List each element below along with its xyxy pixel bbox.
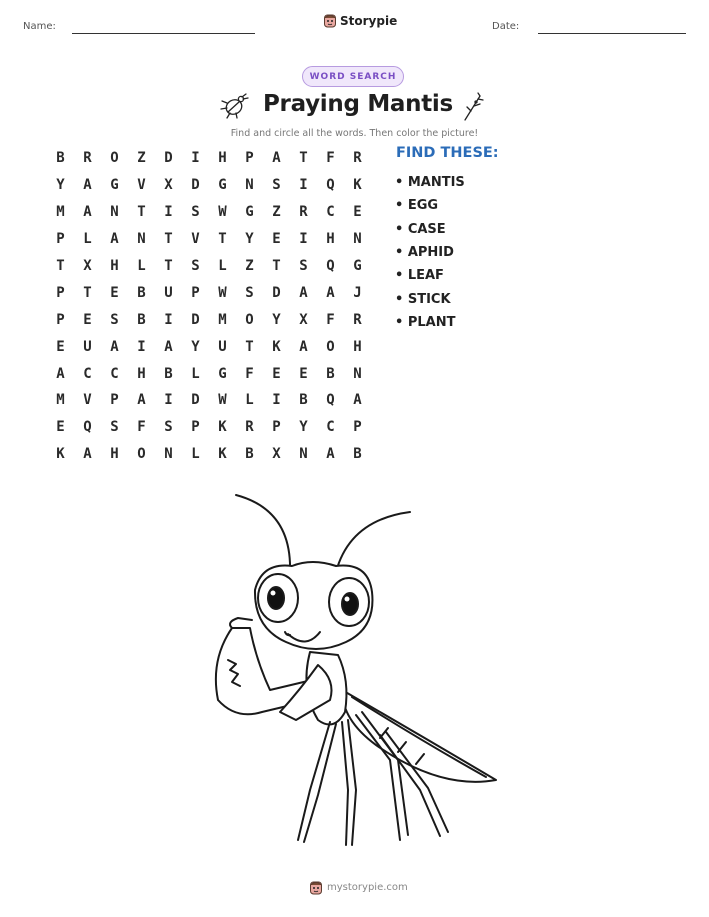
grid-letter[interactable]: R (299, 204, 308, 221)
grid-letter[interactable]: N (110, 204, 119, 221)
grid-letter[interactable]: G (218, 177, 227, 194)
grid-letter[interactable]: O (326, 338, 335, 355)
grid-letter[interactable]: B (137, 311, 146, 328)
brand-name: Storypie (340, 13, 398, 28)
grid-letter[interactable]: A (110, 231, 119, 248)
word-item: • APHID (395, 245, 454, 261)
grid-letter[interactable]: I (164, 311, 173, 328)
grid-letter[interactable]: X (83, 258, 92, 274)
grid-letter[interactable]: D (191, 311, 200, 328)
praying-mantis-illustration[interactable] (200, 488, 510, 854)
beetle-icon (219, 92, 251, 120)
grid-letter[interactable]: Q (326, 177, 335, 194)
date-line[interactable] (538, 33, 686, 34)
grid-letter[interactable]: I (164, 392, 173, 409)
grid-letter[interactable]: P (110, 392, 119, 409)
grid-letter[interactable]: G (110, 177, 119, 194)
find-these-heading: FIND THESE: (396, 145, 499, 161)
grid-letter[interactable]: A (83, 446, 92, 463)
grid-letter[interactable]: Y (272, 311, 281, 328)
grid-letter[interactable]: H (353, 338, 362, 355)
grid-letter[interactable]: P (191, 284, 200, 301)
grid-letter[interactable]: H (326, 231, 335, 248)
grid-letter[interactable]: H (137, 365, 146, 382)
grid-letter[interactable]: C (110, 365, 119, 382)
grid-letter[interactable]: R (353, 311, 362, 328)
grid-letter[interactable]: T (272, 258, 281, 274)
stick-icon (462, 92, 486, 122)
grid-letter[interactable]: V (137, 177, 146, 194)
grid-letter[interactable]: Y (299, 419, 308, 436)
grid-letter[interactable]: B (353, 446, 362, 463)
grid-letter[interactable]: M (56, 204, 65, 221)
grid-letter[interactable]: G (245, 204, 254, 221)
name-label: Name: (23, 21, 56, 32)
grid-letter[interactable]: T (164, 231, 173, 248)
grid-letter[interactable]: V (191, 231, 200, 248)
grid-letter[interactable]: A (326, 284, 335, 301)
grid-letter[interactable]: W (218, 204, 227, 221)
grid-letter[interactable]: E (353, 204, 362, 221)
grid-letter[interactable]: Q (326, 392, 335, 409)
grid-letter[interactable]: A (137, 392, 146, 409)
grid-letter[interactable]: L (191, 446, 200, 463)
grid-letter[interactable]: P (56, 311, 65, 328)
grid-letter[interactable]: U (164, 284, 173, 301)
grid-letter[interactable]: K (218, 419, 227, 436)
grid-letter[interactable]: S (191, 258, 200, 274)
date-label: Date: (492, 21, 520, 32)
grid-letter[interactable]: A (110, 338, 119, 355)
grid-letter[interactable]: A (83, 204, 92, 221)
grid-letter[interactable]: L (245, 392, 254, 409)
grid-letter[interactable]: P (272, 419, 281, 436)
grid-letter[interactable]: N (299, 446, 308, 463)
footer (309, 880, 408, 895)
grid-letter[interactable]: A (56, 365, 65, 382)
grid-letter[interactable]: B (245, 446, 254, 463)
grid-letter[interactable]: B (137, 284, 146, 301)
grid-letter[interactable]: E (110, 284, 119, 301)
grid-letter[interactable]: V (83, 392, 92, 409)
grid-letter[interactable]: Z (272, 204, 281, 221)
grid-letter[interactable]: T (83, 284, 92, 301)
grid-letter[interactable]: K (218, 446, 227, 463)
grid-letter[interactable]: D (191, 392, 200, 409)
grid-letter[interactable]: I (164, 204, 173, 221)
grid-letter[interactable]: T (245, 338, 254, 355)
grid-letter[interactable]: E (272, 231, 281, 248)
storypie-mascot-icon (323, 13, 337, 28)
grid-letter[interactable]: K (353, 177, 362, 194)
grid-letter[interactable]: U (83, 338, 92, 355)
word-item: • EGG (395, 198, 439, 214)
grid-letter[interactable]: D (164, 150, 173, 167)
grid-letter[interactable]: B (299, 392, 308, 409)
grid-letter[interactable]: L (137, 258, 146, 274)
grid-letter[interactable]: N (353, 231, 362, 248)
grid-letter[interactable]: H (110, 258, 119, 274)
grid-letter[interactable]: W (218, 392, 227, 409)
grid-letter[interactable]: T (137, 204, 146, 221)
grid-letter[interactable]: A (299, 284, 308, 301)
grid-letter[interactable]: U (218, 338, 227, 355)
footer-url[interactable]: mystorypie.com (327, 882, 408, 893)
grid-letter[interactable]: N (164, 446, 173, 463)
grid-letter[interactable]: O (110, 150, 119, 167)
grid-letter[interactable]: P (245, 150, 254, 167)
word-item: • PLANT (395, 314, 456, 330)
grid-letter[interactable]: S (110, 419, 119, 436)
grid-letter[interactable]: B (56, 150, 65, 167)
grid-letter[interactable]: T (299, 150, 308, 167)
grid-letter[interactable]: E (56, 419, 65, 436)
grid-letter[interactable]: A (164, 338, 173, 355)
grid-letter[interactable]: S (110, 311, 119, 328)
grid-letter[interactable]: I (299, 177, 308, 194)
grid-letter[interactable]: S (191, 204, 200, 221)
word-item: • LEAF (395, 268, 444, 284)
grid-letter[interactable]: A (353, 392, 362, 409)
grid-letter[interactable]: A (299, 338, 308, 355)
grid-letter[interactable]: C (326, 204, 335, 221)
grid-letter[interactable]: E (83, 311, 92, 328)
grid-letter[interactable]: A (272, 150, 281, 167)
grid-letter[interactable]: W (218, 284, 227, 301)
grid-letter[interactable]: F (326, 150, 335, 167)
word-search-grid[interactable] (47, 145, 371, 468)
grid-letter[interactable]: S (245, 284, 254, 301)
grid-letter[interactable]: N (245, 177, 254, 194)
grid-letter[interactable]: X (272, 446, 281, 463)
grid-letter[interactable]: B (164, 365, 173, 382)
grid-letter[interactable]: Z (245, 258, 254, 274)
grid-letter[interactable]: Q (83, 419, 92, 436)
grid-letter[interactable]: F (137, 419, 146, 436)
grid-letter[interactable]: A (326, 446, 335, 463)
grid-letter[interactable]: B (326, 365, 335, 382)
page-title: Praying Mantis (263, 91, 453, 117)
grid-letter[interactable]: R (353, 150, 362, 167)
word-search-badge: WORD SEARCH (302, 66, 404, 87)
grid-letter[interactable]: T (164, 258, 173, 274)
grid-letter[interactable]: N (137, 231, 146, 248)
grid-letter[interactable]: I (299, 231, 308, 248)
grid-letter[interactable]: P (353, 419, 362, 436)
grid-letter[interactable]: O (137, 446, 146, 463)
grid-letter[interactable]: X (299, 311, 308, 328)
grid-letter[interactable]: H (218, 150, 227, 167)
word-item: • STICK (395, 291, 451, 307)
grid-letter[interactable]: R (245, 419, 254, 436)
grid-letter[interactable]: L (83, 231, 92, 248)
grid-letter[interactable]: T (218, 231, 227, 248)
grid-letter[interactable]: Q (326, 258, 335, 274)
grid-letter[interactable]: K (56, 446, 65, 463)
word-list (395, 171, 465, 334)
grid-letter[interactable]: Z (137, 150, 146, 167)
grid-letter[interactable]: I (191, 150, 200, 167)
grid-letter[interactable]: C (326, 419, 335, 436)
grid-letter[interactable]: G (353, 258, 362, 274)
instructions: Find and circle all the words. Then color the picture! (230, 128, 479, 139)
word-item: • CASE (395, 221, 446, 237)
grid-letter[interactable]: H (110, 446, 119, 463)
grid-letter[interactable]: Y (245, 231, 254, 248)
grid-letter[interactable]: S (164, 419, 173, 436)
grid-letter[interactable]: G (218, 365, 227, 382)
name-line[interactable] (72, 33, 255, 34)
grid-letter[interactable]: S (272, 177, 281, 194)
grid-letter[interactable]: K (272, 338, 281, 355)
grid-letter[interactable]: M (218, 311, 227, 328)
grid-letter[interactable]: I (137, 338, 146, 355)
grid-letter[interactable]: Y (191, 338, 200, 355)
grid-letter[interactable]: E (299, 365, 308, 382)
grid-letter[interactable]: R (83, 150, 92, 167)
grid-letter[interactable]: P (56, 284, 65, 301)
storypie-mascot-icon (309, 880, 323, 895)
grid-letter[interactable]: E (56, 338, 65, 355)
grid-letter[interactable]: T (56, 258, 65, 274)
grid-letter[interactable]: A (83, 177, 92, 194)
grid-letter[interactable]: F (326, 311, 335, 328)
grid-letter[interactable]: C (83, 365, 92, 382)
word-item: • MANTIS (395, 175, 465, 191)
grid-letter[interactable]: O (245, 311, 254, 328)
grid-letter[interactable]: Y (56, 177, 65, 194)
grid-letter[interactable]: D (272, 284, 281, 301)
grid-letter[interactable]: L (191, 365, 200, 382)
grid-letter[interactable]: P (191, 419, 200, 436)
grid-letter[interactable]: J (353, 284, 362, 301)
grid-letter[interactable]: D (191, 177, 200, 194)
grid-letter[interactable]: M (56, 392, 65, 409)
brand-logo (323, 13, 397, 28)
grid-letter[interactable]: F (245, 365, 254, 382)
grid-letter[interactable]: L (218, 258, 227, 274)
grid-letter[interactable]: N (353, 365, 362, 382)
grid-letter[interactable]: X (164, 177, 173, 194)
grid-letter[interactable]: S (299, 258, 308, 274)
grid-letter[interactable]: I (272, 392, 281, 409)
grid-letter[interactable]: P (56, 231, 65, 248)
grid-letter[interactable]: E (272, 365, 281, 382)
